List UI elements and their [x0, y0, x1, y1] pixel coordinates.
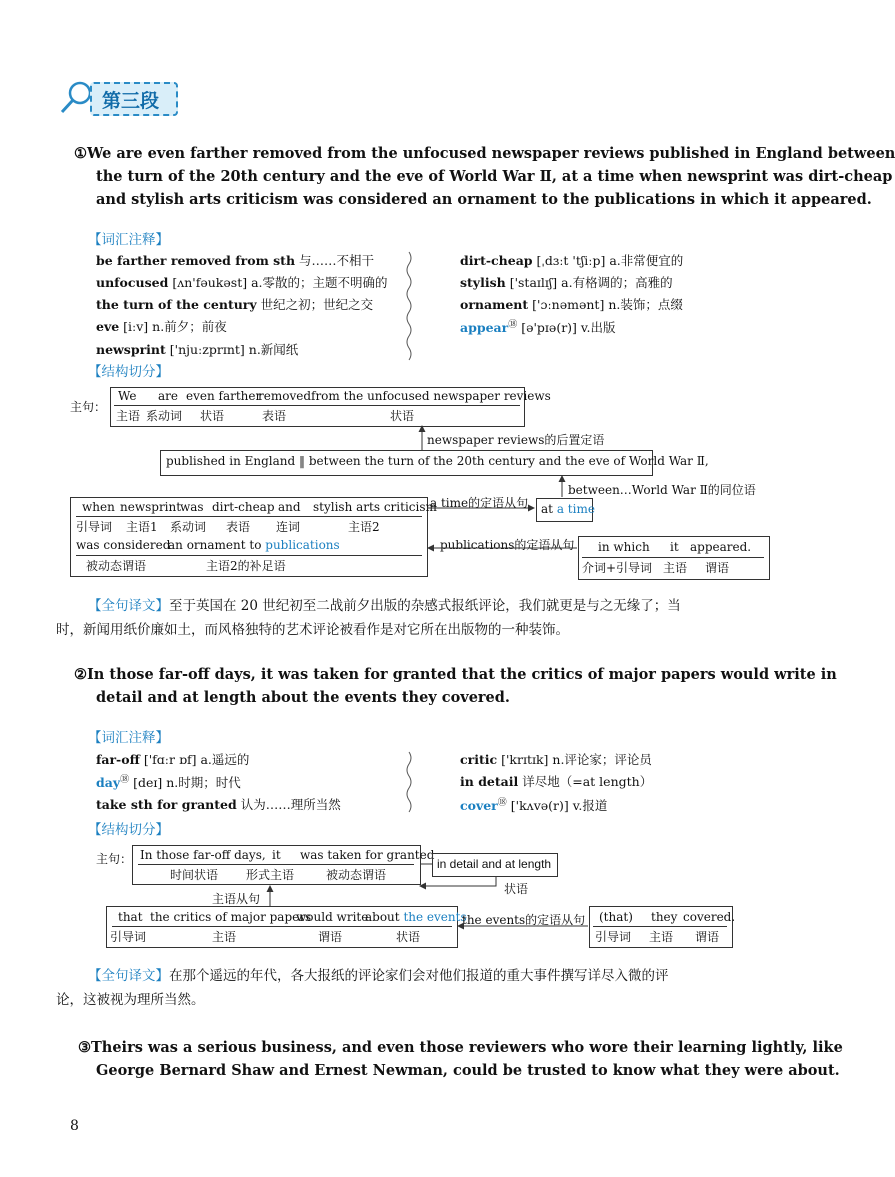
sentence-number: ②: [74, 666, 87, 683]
sentence-line: Theirs was a serious business, and even those reviewers who wore their learning lightly, like: [91, 1039, 843, 1056]
main-clause-label: 主句：: [70, 400, 107, 414]
vocab-item: in detail 详尽地（=at length）: [460, 774, 653, 789]
translation-line: 时，新闻用纸价廉如土，而风格独特的艺术评论被看作是对它所在出版物的一种装饰。: [56, 622, 569, 638]
vocab-item: critic ['krɪtɪk] n.评论家；评论员: [460, 752, 652, 767]
diagram-phrase: at a time: [541, 502, 595, 516]
diagram-role: 系动词: [170, 520, 207, 534]
diagram-role: 状语: [200, 409, 225, 423]
vocab-item: the turn of the century 世纪之初；世纪之交: [96, 297, 374, 312]
vocab-item: far-off ['fɑːr ɒf] a.遥远的: [96, 752, 250, 767]
diagram-note: the events的定语从句: [462, 913, 586, 927]
diagram-role: 状语: [396, 930, 421, 944]
diagram-phrase: in detail and at length: [437, 857, 552, 871]
diagram-word: was taken for granted: [300, 848, 435, 862]
vocab-item: eve [iːv] n.前夕；前夜: [96, 319, 227, 334]
vocab-item: ornament ['ɔːnəmənt] n.装饰；点缀: [460, 297, 683, 312]
diagram-role: 连词: [276, 520, 301, 534]
diagram-role: 表语: [226, 520, 251, 534]
diagram-role: 谓语: [318, 930, 343, 944]
sentence-number: ①: [74, 145, 87, 162]
diagram-word: appeared.: [690, 540, 752, 554]
diagram-role: 主语: [116, 409, 141, 423]
diagram-word: In those far-off days,: [140, 848, 266, 862]
diagram-word: it: [670, 540, 679, 554]
diagram-word: about the events: [365, 910, 467, 924]
vocab-item: newsprint ['njuːzprɪnt] n.新闻纸: [96, 342, 299, 357]
diagram-role: 引导词: [595, 930, 632, 944]
vocab-item: dirt-cheap [ˌdɜːt 'tʃiːp] a.非常便宜的: [460, 253, 684, 268]
diagram-role: 形式主语: [246, 868, 295, 882]
diagram-role: 被动态谓语: [326, 868, 387, 882]
sentence-line: We are even farther removed from the unfocused newspaper reviews published in England between: [87, 145, 895, 162]
diagram-word: would write: [296, 910, 369, 924]
diagram-word: (that): [599, 910, 633, 924]
structure-label: 【结构切分】: [88, 364, 169, 380]
diagram-role: 主语: [649, 930, 674, 944]
diagram-word: the critics of major papers: [150, 910, 312, 924]
sentence-line: the turn of the 20th century and the eve of World War Ⅱ, at a time when newsprint was dirt-cheap: [96, 168, 893, 185]
structure-label: 【结构切分】: [88, 822, 169, 838]
sentence-line: In those far-off days, it was taken for granted that the critics of major papers would write in: [87, 666, 837, 683]
diagram-role: 谓语: [705, 561, 730, 575]
diagram-role: 引导词: [76, 520, 113, 534]
diagram-role: 主语: [212, 930, 237, 944]
vocab-item: appear⑱ [ə'pɪə(r)] v.出版: [460, 320, 616, 336]
diagram-role: 系动词: [146, 409, 183, 423]
diagram-role: 主语2的补足语: [206, 559, 286, 573]
sentence-line: and stylish arts criticism was considered an ornament to the publications in which it appeared.: [96, 191, 872, 208]
diagram-word: We: [118, 389, 137, 403]
diagram-word: when: [82, 500, 115, 514]
diagram-word: was: [180, 500, 204, 514]
diagram-role: 状语: [504, 882, 529, 896]
diagram-role: 表语: [262, 409, 287, 423]
sentence-number: ③: [78, 1039, 91, 1056]
sentence-line: detail and at length about the events they covered.: [96, 689, 510, 706]
vocab-item: unfocused [ʌn'fəukəst] a.零散的；主题不明确的: [96, 275, 388, 290]
diagram-note: between…World War Ⅱ的同位语: [568, 483, 756, 497]
diagram-word: newsprint: [120, 500, 182, 514]
vocab-item: cover⑱ ['kʌvə(r)] v.报道: [460, 798, 608, 814]
diagram-word: was considered: [76, 538, 171, 552]
diagram-note: newspaper reviews的后置定语: [427, 433, 605, 447]
sentence-line: George Bernard Shaw and Ernest Newman, could be trusted to know what they were about.: [96, 1062, 840, 1079]
sentence-3: [78, 1036, 843, 1059]
diagram-role: 谓语: [695, 930, 720, 944]
diagram-word: they: [651, 910, 678, 924]
vocab-item: be farther removed from sth 与……不相干: [96, 253, 375, 268]
section-title: 第三段: [102, 90, 160, 112]
diagram-word: in which: [598, 540, 650, 554]
diagram-word: removed: [258, 389, 312, 403]
main-clause-label: 主句：: [96, 852, 133, 866]
diagram-note: 主语从句: [212, 892, 261, 906]
diagram-phrase: published in England ‖ between the turn of the 20th century and the eve of World War Ⅱ,: [166, 454, 709, 468]
diagram-note: a time的定语从句: [430, 496, 529, 510]
diagram-word: and: [278, 500, 301, 514]
diagram-role: 时间状语: [170, 868, 219, 882]
vocab-label: 【词汇注释】: [88, 232, 169, 248]
diagram-role: 被动态谓语: [86, 559, 147, 573]
diagram-word: that: [118, 910, 143, 924]
diagram-role: 主语1: [126, 520, 158, 534]
vocab-label: 【词汇注释】: [88, 730, 169, 746]
diagram-word: from the unfocused newspaper reviews: [311, 389, 551, 403]
diagram-word: stylish arts criticism: [313, 500, 437, 514]
diagram-word: are: [158, 389, 178, 403]
diagram-role: 主语2: [348, 520, 380, 534]
translation: 【全句译文】在那个遥远的年代，各大报纸的评论家们会对他们报道的重大事件撰写详尽入微的评: [88, 968, 669, 984]
diagram-word: even farther: [186, 389, 262, 403]
diagram-role: 介词+引导词: [582, 561, 653, 575]
diagram-note: publications的定语从句: [440, 538, 575, 552]
diagram-role: 引导词: [110, 930, 147, 944]
diagram-word: it: [272, 848, 281, 862]
diagram-role: 状语: [390, 409, 415, 423]
diagram-word: an ornament to publications: [168, 538, 340, 552]
diagram-word: covered.: [683, 910, 736, 924]
vocab-item: stylish ['staɪlɪʃ] a.有格调的；高雅的: [460, 275, 673, 290]
page-number: 8: [70, 1118, 79, 1134]
vocab-item: day⑱ [deɪ] n.时期；时代: [96, 775, 241, 791]
translation-line: 论，这被视为理所当然。: [56, 992, 205, 1008]
diagram-word: dirt-cheap: [212, 500, 275, 514]
vocab-item: take sth for granted 认为……理所当然: [96, 797, 341, 812]
diagram-role: 主语: [663, 561, 688, 575]
translation: 【全句译文】至于英国在 20 世纪初至二战前夕出版的杂感式报纸评论，我们就更是与之无缘了；当: [88, 598, 681, 614]
